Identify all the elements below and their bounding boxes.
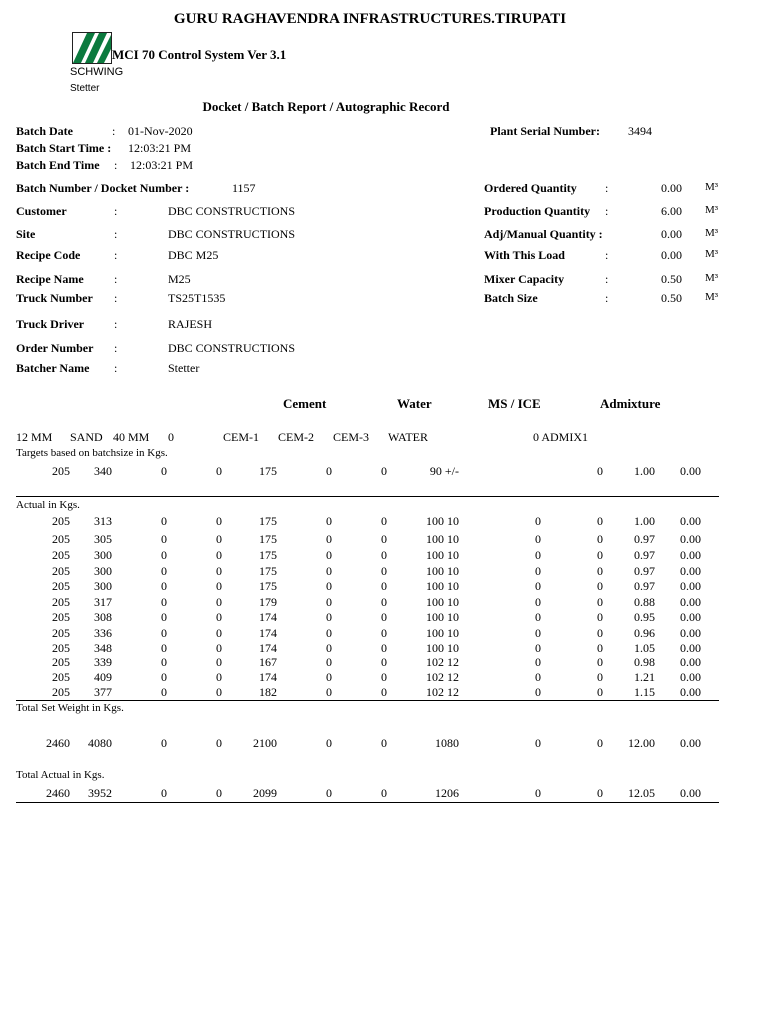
total-actual-cell: 0 — [161, 786, 167, 800]
actual-cell: 100 10 — [426, 514, 459, 528]
actual-cell: 174 — [259, 641, 277, 655]
actual-cell: 0 — [597, 685, 603, 699]
actual-cell: 0.97 — [634, 532, 655, 546]
actual-cell: 0 — [597, 548, 603, 562]
cement-header: Cement — [283, 396, 327, 411]
actual-cell: 100 10 — [426, 548, 459, 562]
actual-cell: 0 — [161, 564, 167, 578]
actual-cell: 0.97 — [634, 548, 655, 562]
material-header: CEM-3 — [333, 430, 369, 444]
field-separator: : — [605, 204, 609, 218]
actual-cell: 100 10 — [426, 610, 459, 624]
batch-date-sep: : — [112, 124, 116, 138]
actual-cell: 0 — [381, 532, 387, 546]
actual-cell: 100 10 — [426, 626, 459, 640]
batch-start: 12:03:21 PM — [128, 141, 192, 155]
actual-cell: 0.00 — [680, 626, 701, 640]
target-cell: 175 — [259, 464, 277, 478]
total-set-label: Total Set Weight in Kgs. — [16, 702, 124, 714]
total-set-cell: 0 — [535, 736, 541, 750]
field-value: DBC CONSTRUCTIONS — [168, 204, 296, 218]
actual-cell: 0 — [597, 641, 603, 655]
field-separator: : — [605, 291, 609, 305]
quantity-unit: M³ — [705, 272, 719, 284]
field-separator: : — [114, 227, 118, 241]
actual-cell: 0.00 — [680, 564, 701, 578]
batch-end-label: Batch End Time — [16, 158, 100, 172]
divider — [16, 802, 719, 803]
actual-cell: 0 — [381, 626, 387, 640]
quantity-label: Mixer Capacity — [484, 272, 565, 286]
quantity-value: 0.00 — [661, 181, 682, 195]
actual-cell: 0 — [161, 548, 167, 562]
quantity-label: Batch Size — [484, 291, 538, 305]
actual-cell: 0 — [535, 532, 541, 546]
actual-cell: 0.00 — [680, 532, 701, 546]
actual-cell: 0 — [161, 670, 167, 684]
field-value: RAJESH — [168, 317, 213, 331]
actual-cell: 0.88 — [634, 595, 655, 609]
actual-cell: 205 — [52, 532, 70, 546]
actual-cell: 0 — [326, 564, 332, 578]
actual-cell: 0.98 — [634, 655, 655, 669]
total-set-cell: 0.00 — [680, 736, 701, 750]
material-header: 0 ADMIX1 — [533, 430, 589, 444]
field-value: Stetter — [168, 361, 200, 375]
actual-cell: 0 — [326, 641, 332, 655]
target-cell: 0 — [381, 464, 387, 478]
actual-cell: 0 — [535, 670, 541, 684]
actual-cell: 0 — [216, 564, 222, 578]
field-separator: : — [114, 248, 118, 262]
actual-cell: 0 — [597, 610, 603, 624]
actual-cell: 0.00 — [680, 595, 701, 609]
actual-cell: 0 — [216, 610, 222, 624]
total-set-cell: 2460 — [46, 736, 70, 750]
target-cell: 0.00 — [680, 464, 701, 478]
total-actual-cell: 0 — [535, 786, 541, 800]
actual-cell: 100 10 — [426, 579, 459, 593]
total-actual-cell: 2460 — [46, 786, 70, 800]
actual-cell: 100 10 — [426, 595, 459, 609]
quantity-unit: M³ — [705, 291, 719, 303]
actual-cell: 0 — [535, 564, 541, 578]
ms-ice-header: MS / ICE — [488, 396, 541, 411]
actual-cell: 0 — [161, 626, 167, 640]
total-actual-cell: 1206 — [435, 786, 459, 800]
batch-date-label: Batch Date — [16, 124, 73, 138]
actual-cell: 1.15 — [634, 685, 655, 699]
actual-cell: 0.00 — [680, 548, 701, 562]
target-cell: 0 — [161, 464, 167, 478]
batch-number: 1157 — [232, 181, 256, 195]
actual-cell: 174 — [259, 626, 277, 640]
actual-cell: 175 — [259, 514, 277, 528]
field-separator: : — [114, 361, 118, 375]
actual-cell: 0 — [326, 548, 332, 562]
actual-cell: 1.00 — [634, 514, 655, 528]
actual-cell: 205 — [52, 514, 70, 528]
quantity-value: 0.50 — [661, 272, 682, 286]
actual-cell: 0 — [326, 595, 332, 609]
quantity-unit: M³ — [705, 181, 719, 193]
actual-cell: 0 — [381, 595, 387, 609]
quantity-label: Ordered Quantity — [484, 181, 577, 195]
actual-cell: 0 — [535, 595, 541, 609]
actual-cell: 348 — [94, 641, 112, 655]
actual-cell: 205 — [52, 670, 70, 684]
actual-cell: 336 — [94, 626, 112, 640]
actual-cell: 0 — [535, 685, 541, 699]
material-header: SAND — [70, 430, 103, 444]
batch-number-label: Batch Number / Docket Number : — [16, 181, 190, 195]
quantity-unit: M³ — [705, 227, 719, 239]
actual-cell: 100 10 — [426, 532, 459, 546]
field-label: Recipe Code — [16, 248, 81, 262]
actual-cell: 0 — [381, 610, 387, 624]
total-set-cell: 0 — [381, 736, 387, 750]
actual-cell: 0.00 — [680, 685, 701, 699]
total-set-cell: 12.00 — [628, 736, 655, 750]
actual-cell: 0 — [597, 532, 603, 546]
water-header: Water — [397, 396, 432, 411]
actual-cell: 205 — [52, 685, 70, 699]
actual-cell: 0 — [597, 670, 603, 684]
actual-cell: 0 — [161, 532, 167, 546]
actual-cell: 0 — [326, 579, 332, 593]
actual-cell: 175 — [259, 579, 277, 593]
total-actual-cell: 2099 — [253, 786, 277, 800]
actual-cell: 300 — [94, 564, 112, 578]
actual-cell: 0 — [381, 641, 387, 655]
brand-name: SCHWING — [70, 66, 124, 78]
field-separator: : — [114, 291, 118, 305]
quantity-label: Production Quantity — [484, 204, 591, 218]
sub-brand-name: Stetter — [70, 83, 100, 94]
field-label: Batcher Name — [16, 361, 90, 375]
actual-cell: 0.00 — [680, 579, 701, 593]
field-separator: : — [605, 272, 609, 286]
actual-cell: 179 — [259, 595, 277, 609]
quantity-label: With This Load — [484, 248, 565, 262]
batch-end: 12:03:21 PM — [130, 158, 194, 172]
actual-cell: 205 — [52, 626, 70, 640]
total-actual-cell: 0 — [216, 786, 222, 800]
actual-cell: 182 — [259, 685, 277, 699]
actual-cell: 0 — [381, 655, 387, 669]
quantity-value: 0.00 — [661, 227, 682, 241]
field-label: Truck Driver — [16, 317, 85, 331]
actual-cell: 0 — [381, 548, 387, 562]
actual-cell: 0 — [326, 685, 332, 699]
total-actual-label: Total Actual in Kgs. — [16, 769, 105, 781]
actual-cell: 305 — [94, 532, 112, 546]
actual-cell: 0 — [326, 655, 332, 669]
actual-cell: 308 — [94, 610, 112, 624]
actual-cell: 0 — [381, 670, 387, 684]
batch-end-sep: : — [114, 158, 118, 172]
field-separator: : — [605, 248, 609, 262]
field-separator: : — [114, 341, 118, 355]
field-separator: : — [605, 181, 609, 195]
actual-cell: 0 — [535, 626, 541, 640]
actual-cell: 0.00 — [680, 641, 701, 655]
actual-cell: 313 — [94, 514, 112, 528]
total-actual-cell: 0 — [381, 786, 387, 800]
actual-cell: 0.00 — [680, 655, 701, 669]
actual-cell: 0 — [326, 514, 332, 528]
field-separator: : — [114, 317, 118, 331]
actual-cell: 0 — [326, 610, 332, 624]
actual-label: Actual in Kgs. — [16, 499, 80, 511]
schwing-logo — [72, 32, 112, 64]
material-header: CEM-2 — [278, 430, 314, 444]
actual-cell: 0 — [216, 685, 222, 699]
actual-cell: 0 — [216, 514, 222, 528]
quantity-unit: M³ — [705, 204, 719, 216]
quantity-value: 0.50 — [661, 291, 682, 305]
field-value: DBC M25 — [168, 248, 219, 262]
targets-label: Targets based on batchsize in Kgs. — [16, 447, 168, 459]
actual-cell: 0 — [597, 655, 603, 669]
actual-cell: 0 — [161, 641, 167, 655]
field-value: DBC CONSTRUCTIONS — [168, 227, 296, 241]
field-label: Customer — [16, 204, 67, 218]
batch-start-label: Batch Start Time : — [16, 141, 112, 155]
target-cell: 0 — [326, 464, 332, 478]
actual-cell: 0 — [597, 514, 603, 528]
field-label: Site — [16, 227, 36, 241]
actual-cell: 0 — [216, 655, 222, 669]
actual-cell: 0 — [597, 595, 603, 609]
target-cell: 0 — [597, 464, 603, 478]
actual-cell: 0.00 — [680, 610, 701, 624]
actual-cell: 0 — [326, 626, 332, 640]
actual-cell: 0 — [161, 610, 167, 624]
field-label: Truck Number — [16, 291, 93, 305]
total-set-cell: 2100 — [253, 736, 277, 750]
actual-cell: 175 — [259, 564, 277, 578]
actual-cell: 0 — [216, 595, 222, 609]
actual-cell: 102 12 — [426, 655, 459, 669]
actual-cell: 377 — [94, 685, 112, 699]
actual-cell: 0 — [535, 548, 541, 562]
field-value: M25 — [168, 272, 191, 286]
total-set-cell: 0 — [326, 736, 332, 750]
actual-cell: 0 — [381, 579, 387, 593]
actual-cell: 0 — [535, 641, 541, 655]
total-set-cell: 1080 — [435, 736, 459, 750]
plant-serial-value: 3494 — [628, 124, 652, 138]
quantity-value: 0.00 — [661, 248, 682, 262]
total-actual-cell: 3952 — [88, 786, 112, 800]
target-cell: 340 — [94, 464, 112, 478]
quantity-label: Adj/Manual Quantity : — [484, 227, 603, 241]
target-cell: 90 +/- — [429, 464, 459, 478]
total-set-cell: 4080 — [88, 736, 112, 750]
material-header: 0 — [168, 430, 174, 444]
actual-cell: 0 — [161, 579, 167, 593]
total-set-cell: 0 — [161, 736, 167, 750]
actual-cell: 175 — [259, 532, 277, 546]
material-header: 12 MM — [16, 430, 53, 444]
actual-cell: 0 — [216, 670, 222, 684]
actual-cell: 409 — [94, 670, 112, 684]
actual-cell: 0 — [535, 655, 541, 669]
material-header: 40 MM — [113, 430, 150, 444]
actual-cell: 0 — [161, 514, 167, 528]
actual-cell: 0 — [597, 564, 603, 578]
field-label: Recipe Name — [16, 272, 84, 286]
actual-cell: 0 — [381, 685, 387, 699]
plant-serial-label: Plant Serial Number: — [490, 124, 600, 138]
material-header: CEM-1 — [223, 430, 259, 444]
actual-cell: 0 — [597, 626, 603, 640]
actual-cell: 0 — [597, 579, 603, 593]
divider — [16, 496, 719, 497]
actual-cell: 0 — [161, 685, 167, 699]
material-header: WATER — [388, 430, 428, 444]
actual-cell: 317 — [94, 595, 112, 609]
total-set-cell: 0 — [597, 736, 603, 750]
target-cell: 205 — [52, 464, 70, 478]
report-title: Docket / Batch Report / Autographic Record — [202, 99, 450, 114]
total-actual-cell: 12.05 — [628, 786, 655, 800]
actual-cell: 0 — [535, 579, 541, 593]
target-cell: 0 — [216, 464, 222, 478]
company-name: GURU RAGHAVENDRA INFRASTRUCTURES.TIRUPATI — [173, 11, 567, 27]
actual-cell: 0.00 — [680, 670, 701, 684]
actual-cell: 205 — [52, 564, 70, 578]
actual-cell: 205 — [52, 641, 70, 655]
actual-cell: 0 — [161, 595, 167, 609]
actual-cell: 0.95 — [634, 610, 655, 624]
field-value: TS25T1535 — [168, 291, 226, 305]
actual-cell: 205 — [52, 655, 70, 669]
actual-cell: 205 — [52, 610, 70, 624]
actual-cell: 205 — [52, 548, 70, 562]
actual-cell: 174 — [259, 610, 277, 624]
divider — [16, 700, 719, 701]
actual-cell: 0.97 — [634, 564, 655, 578]
actual-cell: 300 — [94, 548, 112, 562]
field-separator: : — [114, 272, 118, 286]
field-separator: : — [114, 204, 118, 218]
actual-cell: 0 — [535, 514, 541, 528]
actual-cell: 0 — [161, 655, 167, 669]
quantity-value: 6.00 — [661, 204, 682, 218]
total-actual-cell: 0 — [326, 786, 332, 800]
quantity-unit: M³ — [705, 248, 719, 260]
actual-cell: 102 12 — [426, 685, 459, 699]
actual-cell: 1.21 — [634, 670, 655, 684]
actual-cell: 205 — [52, 579, 70, 593]
admixture-header: Admixture — [600, 396, 661, 411]
actual-cell: 0 — [216, 548, 222, 562]
actual-cell: 0 — [326, 532, 332, 546]
actual-cell: 100 10 — [426, 641, 459, 655]
total-actual-cell: 0.00 — [680, 786, 701, 800]
actual-cell: 0.00 — [680, 514, 701, 528]
actual-cell: 0 — [326, 670, 332, 684]
target-cell: 1.00 — [634, 464, 655, 478]
field-label: Order Number — [16, 341, 94, 355]
actual-cell: 205 — [52, 595, 70, 609]
actual-cell: 0 — [216, 579, 222, 593]
actual-cell: 167 — [259, 655, 277, 669]
actual-cell: 0 — [216, 532, 222, 546]
system-name: MCI 70 Control System Ver 3.1 — [112, 47, 287, 62]
actual-cell: 0 — [216, 626, 222, 640]
actual-cell: 0.97 — [634, 579, 655, 593]
field-value: DBC CONSTRUCTIONS — [168, 341, 296, 355]
actual-cell: 1.05 — [634, 641, 655, 655]
actual-cell: 0 — [381, 514, 387, 528]
batch-date: 01-Nov-2020 — [128, 124, 193, 138]
actual-cell: 0.96 — [634, 626, 655, 640]
actual-cell: 174 — [259, 670, 277, 684]
actual-cell: 100 10 — [426, 564, 459, 578]
total-actual-cell: 0 — [597, 786, 603, 800]
actual-cell: 102 12 — [426, 670, 459, 684]
total-set-cell: 0 — [216, 736, 222, 750]
actual-cell: 0 — [535, 610, 541, 624]
actual-cell: 0 — [216, 641, 222, 655]
actual-cell: 339 — [94, 655, 112, 669]
actual-cell: 175 — [259, 548, 277, 562]
actual-cell: 300 — [94, 579, 112, 593]
actual-cell: 0 — [381, 564, 387, 578]
